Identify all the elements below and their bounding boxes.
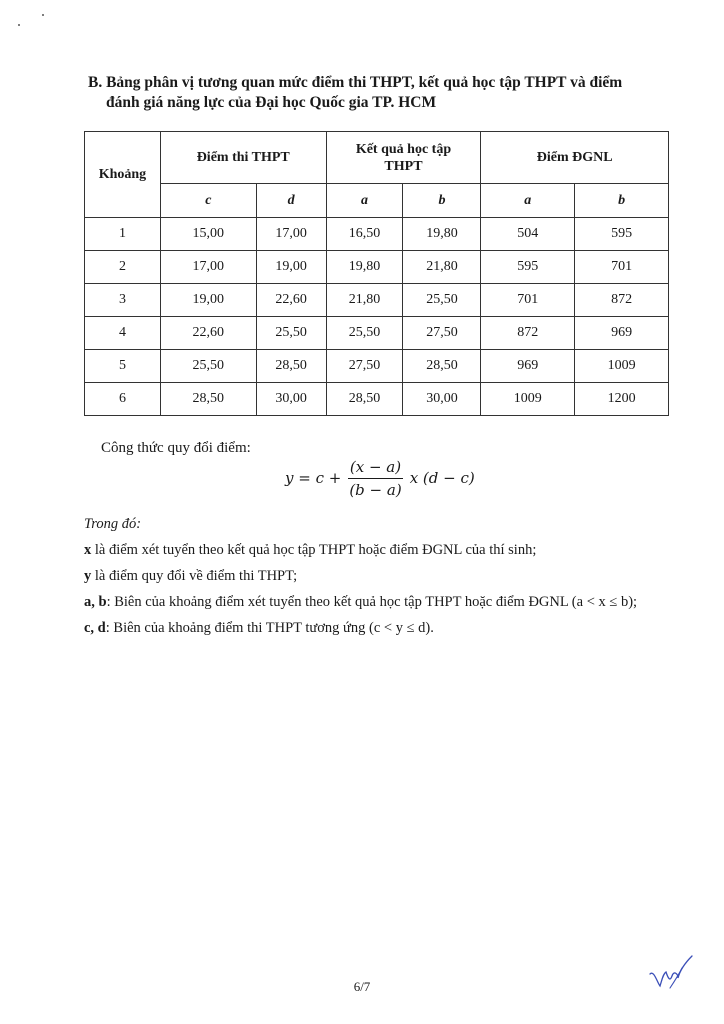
header-diem-dgnl: Điểm ĐGNL: [481, 132, 669, 184]
note-cd: c, d: Biên của khoảng điểm thi THPT tương ứng (c < y ≤ d).: [84, 620, 434, 636]
row-index-cell: 3: [85, 284, 161, 317]
table-cell: 19,00: [256, 251, 326, 284]
table-cell: 25,50: [160, 350, 256, 383]
table-cell: 504: [481, 218, 575, 251]
section-heading: [88, 73, 688, 113]
table-cell: 19,80: [403, 218, 481, 251]
table-cell: 25,50: [326, 317, 403, 350]
table-cell: 28,50: [256, 350, 326, 383]
subheader-d: d: [256, 184, 326, 218]
table-cell: 25,50: [256, 317, 326, 350]
table-cell: 16,50: [326, 218, 403, 251]
formula-fraction: [347, 458, 403, 499]
table-cell: 28,50: [160, 383, 256, 416]
table-cell: 19,80: [326, 251, 403, 284]
subheader-a: a: [481, 184, 575, 218]
header-khoang: Khoảng: [85, 132, 161, 218]
page-number: 6/7: [353, 979, 371, 994]
table-cell: 22,60: [256, 284, 326, 317]
table-cell: 1009: [481, 383, 575, 416]
subheader-a: a: [326, 184, 403, 218]
table-cell: 25,50: [403, 284, 481, 317]
percentile-table: [84, 131, 669, 416]
table-row: [85, 251, 669, 284]
row-index-cell: 4: [85, 317, 161, 350]
table-cell: 595: [481, 251, 575, 284]
subheader-c: c: [160, 184, 256, 218]
note-x: x là điểm xét tuyển theo kết quả học tập THPT hoặc điểm ĐGNL của thí sinh;: [84, 542, 537, 558]
row-index-cell: 2: [85, 251, 161, 284]
formula-lhs: y = c +: [285, 469, 342, 487]
table-cell: 872: [481, 317, 575, 350]
table-cell: 21,80: [326, 284, 403, 317]
table-cell: 969: [481, 350, 575, 383]
subheader-b: b: [403, 184, 481, 218]
table-cell: 19,00: [160, 284, 256, 317]
table-cell: 17,00: [256, 218, 326, 251]
table-cell: 595: [575, 218, 669, 251]
formula-denominator: (b − a): [349, 480, 402, 499]
header-diem-thi-thpt: Điểm thi THPT: [160, 132, 326, 184]
scan-specks: [18, 14, 58, 34]
table-cell: 28,50: [326, 383, 403, 416]
table-cell: 17,00: [160, 251, 256, 284]
row-index-cell: 1: [85, 218, 161, 251]
table-cell: 701: [575, 251, 669, 284]
note-intro: Trong đó:: [84, 516, 142, 532]
formula-numerator: (x − a): [348, 458, 403, 479]
table-subheader-row: [85, 184, 669, 218]
table-cell: 27,50: [326, 350, 403, 383]
subheader-b: b: [575, 184, 669, 218]
formula-rhs: x (d − c): [409, 469, 475, 487]
table-row: [85, 218, 669, 251]
note-ab: a, b: Biên của khoảng điểm xét tuyển theo kết quả học tập THPT hoặc điểm ĐGNL (a < x ≤ b);: [84, 594, 638, 610]
table-header-row: [85, 132, 669, 184]
table-cell: 30,00: [256, 383, 326, 416]
table-cell: 22,60: [160, 317, 256, 350]
signature-mark: [648, 952, 694, 992]
table-cell: 1200: [575, 383, 669, 416]
table-cell: 701: [481, 284, 575, 317]
conversion-formula: [285, 455, 475, 501]
table-cell: 872: [575, 284, 669, 317]
header-ket-qua-hoc-tap: Kết quả học tập THPT: [326, 132, 481, 184]
table-cell: 30,00: [403, 383, 481, 416]
row-index-cell: 5: [85, 350, 161, 383]
table-row: [85, 284, 669, 317]
table-cell: 15,00: [160, 218, 256, 251]
table-cell: 28,50: [403, 350, 481, 383]
table-row: [85, 317, 669, 350]
table-cell: 969: [575, 317, 669, 350]
table-row: [85, 383, 669, 416]
formula-label: Công thức quy đổi điểm:: [101, 440, 251, 456]
table-cell: 1009: [575, 350, 669, 383]
heading-line-2: đánh giá năng lực của Đại học Quốc gia TP. HCM: [106, 94, 437, 111]
row-index-cell: 6: [85, 383, 161, 416]
table-cell: 21,80: [403, 251, 481, 284]
table-row: [85, 350, 669, 383]
note-y: y là điểm quy đổi về điểm thi THPT;: [84, 568, 298, 584]
table-cell: 27,50: [403, 317, 481, 350]
heading-line-1: B. Bảng phân vị tương quan mức điểm thi THPT, kết quả học tập THPT và điểm: [88, 74, 623, 91]
